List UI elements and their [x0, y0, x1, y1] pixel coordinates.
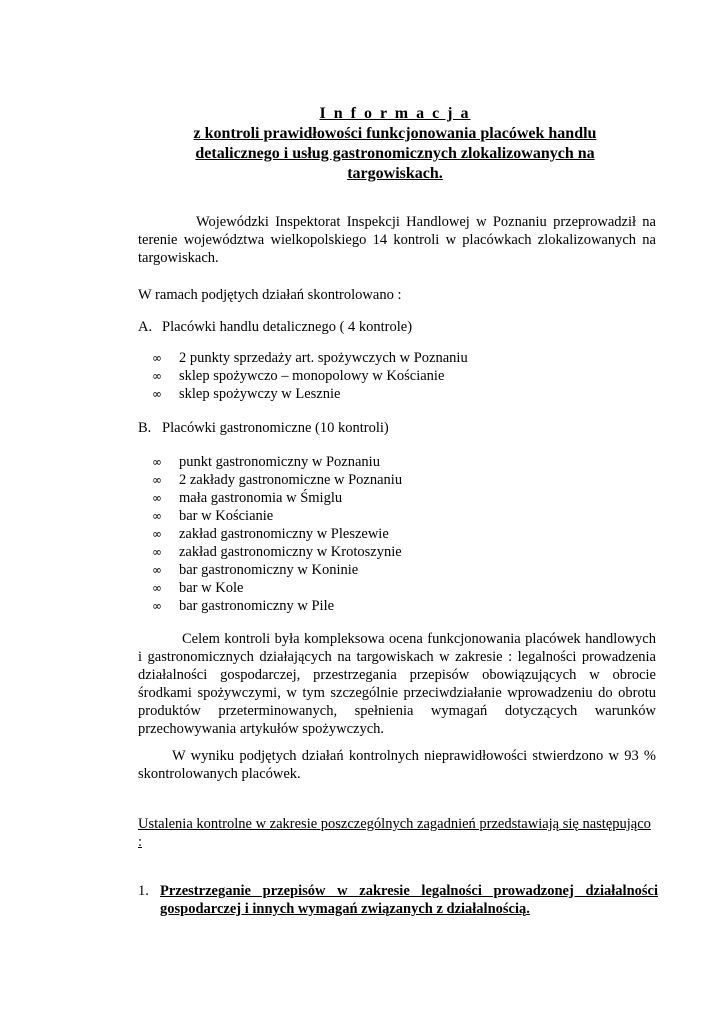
section-b-title: Placówki gastronomiczne (10 kontroli)	[162, 420, 389, 436]
infinity-bullet-icon: ∞	[152, 369, 162, 383]
scope-lead: W ramach podjętych działań skontrolowano :	[138, 287, 402, 303]
section-1-title: Przestrzeganie przepisów w zakresie legalności prowadzonej działalności gospodarczej i innych wymagań związanych z działalnością.	[160, 883, 658, 917]
document-subtitle: z kontroli prawidłowości funkcjonowania placówek handlu detalicznego i usług gastronomicznych zlokalizowanych na targowiskach.	[193, 125, 597, 182]
infinity-bullet-icon: ∞	[152, 509, 162, 523]
list-item: ∞ mała gastronomia w Śmiglu	[152, 490, 343, 506]
purpose-paragraph: Celem kontroli była kompleksowa ocena funkcjonowania placówek handlowych i gastronomicznych działających na targowiskach w zakresie : legalności prowadzenia działalności gospodarczej, przestrzegania przepisów obowiązujących w obrocie środkami spożywczymi, w tym szczególnie przeciwdziałanie wprowadzeniu do obrotu produktów przeterminowanych, spełnienia wymagań dotyczących warunków przechowywania artykułów spożywczych.	[138, 631, 656, 737]
list-item: ∞ bar gastronomiczny w Pile	[152, 598, 335, 614]
infinity-bullet-icon: ∞	[152, 491, 162, 505]
list-item: ∞ 2 punkty sprzedaży art. spożywczych w Poznaniu	[152, 350, 468, 366]
infinity-bullet-icon: ∞	[152, 545, 162, 559]
section-b-letter: B.	[138, 420, 152, 436]
section-b-heading	[138, 419, 656, 437]
infinity-bullet-icon: ∞	[152, 581, 162, 595]
result-paragraph: W wyniku podjętych działań kontrolnych nieprawidłowości stwierdzono w 93 % skontrolowanych placówek.	[138, 748, 656, 782]
infinity-bullet-icon: ∞	[152, 563, 162, 577]
section-a-title: Placówki handlu detalicznego ( 4 kontrole)	[162, 319, 413, 335]
list-item: ∞ zakład gastronomiczny w Pleszewie	[152, 526, 389, 542]
list-item: ∞ sklep spożywczo – monopolowy w Kościanie	[152, 368, 445, 384]
section-a-letter: A.	[138, 319, 153, 335]
list-item: ∞ punkt gastronomiczny w Poznaniu	[152, 454, 380, 470]
list-item: ∞ bar gastronomiczny w Koninie	[152, 562, 359, 578]
infinity-bullet-icon: ∞	[152, 455, 162, 469]
list-item: ∞ bar w Kole	[152, 580, 244, 596]
infinity-bullet-icon: ∞	[152, 351, 162, 365]
section-a-heading	[138, 318, 656, 336]
section-1	[138, 882, 658, 918]
list-item: ∞ sklep spożywczy w Lesznie	[152, 386, 341, 402]
list-item: ∞ 2 zakłady gastronomiczne w Poznaniu	[152, 472, 403, 488]
infinity-bullet-icon: ∞	[152, 473, 162, 487]
infinity-bullet-icon: ∞	[152, 527, 162, 541]
findings-lead: Ustalenia kontrolne w zakresie poszczególnych zagadnień przedstawiają się następująco :	[138, 816, 651, 850]
section-b-list	[152, 453, 402, 615]
intro-paragraph: Wojewódzki Inspektorat Inspekcji Handlowej w Poznaniu przeprowadził na terenie województwa wielkopolskiego 14 kontroli w placówkach zlokalizowanych na targowiskach.	[138, 214, 656, 266]
infinity-bullet-icon: ∞	[152, 599, 162, 613]
section-a-list	[152, 349, 468, 403]
section-1-number: 1.	[138, 883, 149, 899]
list-item: ∞ zakład gastronomiczny w Krotoszynie	[152, 544, 402, 560]
list-item: ∞ bar w Kościanie	[152, 508, 274, 524]
document-title: I n f o r m a c j a	[319, 105, 471, 122]
infinity-bullet-icon: ∞	[152, 387, 162, 401]
